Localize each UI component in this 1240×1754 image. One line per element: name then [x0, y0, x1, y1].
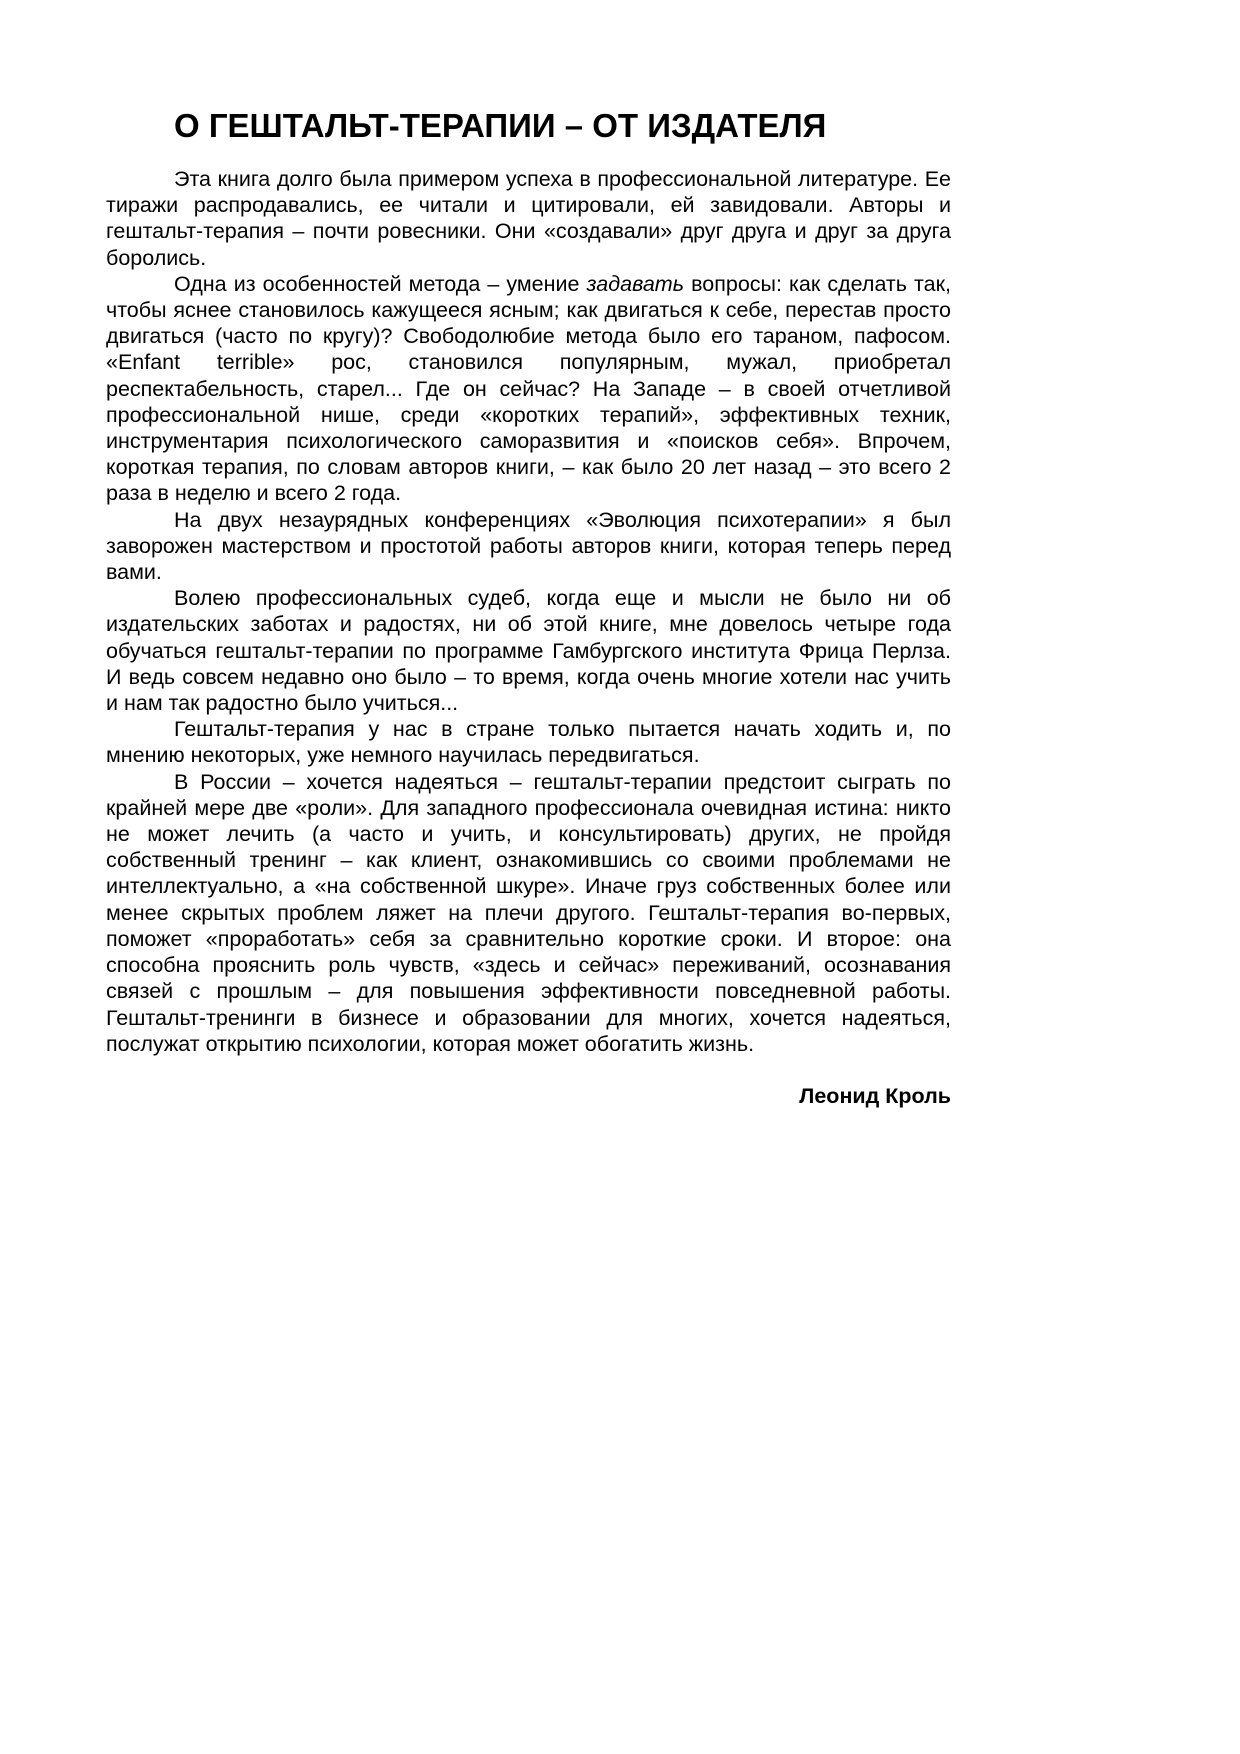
paragraph-2-before: Одна из особенностей метода – умение	[174, 271, 587, 296]
page-title: О ГЕШТАЛЬТ-ТЕРАПИИ – ОТ ИЗДАТЕЛЯ	[174, 107, 827, 144]
paragraph-4: Волею профессиональных судеб, когда еще и мысли не было ни об издательских заботах и радостях, ни об этой книге, мне довелось четыре года обучаться гештальт-терапии по программе Гамбургского института Фрица Перлза. И ведь совсем недавно оно было – то время, когда очень многие хотели нас учить и нам так радостно было учиться...	[106, 586, 951, 716]
paragraph-1: Эта книга долго была примером успеха в профессиональной литературе. Ее тиражи распродавались, ее читали и цитировали, ей завидовали. Авторы и гештальт-терапия – почти ровесники. Они «создавали» друг друга и друг за друга боролись.	[106, 167, 951, 270]
paragraph-6: В России – хочется надеяться – гештальт-терапии предстоит сыграть по крайней мере две «роли». Для западного профессионала очевидная истина: никто не может лечить (а часто и учить, и консультировать) других, не пройдя собственный тренинг – как клиент, ознакомившись со своими проблемами не интеллектуально, а «на собственной шкуре». Иначе груз собственных более или менее скрытых проблем ляжет на плечи другого. Гештальт-терапия во-первых, поможет «проработать» себя за сравнительно короткие сроки. И второе: она способна прояснить роль чувств, «здесь и сейчас» переживаний, осознавания связей с прошлым – для повышения эффективности повседневной работы. Гештальт-тренинги в бизнесе и образовании для многих, хочется надеяться, послужат открытию психологии, которая может обогатить жизнь.	[106, 769, 951, 1056]
paragraph-2	[106, 271, 951, 507]
document-page	[106, 106, 951, 1109]
paragraph-3: На двух незаурядных конференциях «Эволюция психотерапии» я был заворожен мастерством и простотой работы авторов книги, которая теперь перед вами.	[106, 507, 951, 585]
article-body	[106, 166, 951, 1057]
paragraph-5: Гештальт-терапия у нас в стране только пытается начать ходить и, по мнению некоторых, уже немного научилась передвигаться.	[106, 717, 951, 768]
paragraph-2-after: вопросы: как сделать так, чтобы яснее становилось кажущееся ясным; как двигаться к себе, перестав просто двигаться (часто по кругу)? Свободолюбие метода было его тараном, пафосом. «Enfant terrible» рос, становился популярным, мужал, приобретал респектабельность, старел... Где он сейчас? На Западе – в своей отчетливой профессиональной нише, среди «коротких терапий», эффективных техник, инструментария психологического саморазвития и «поисков себя». Впрочем, короткая терапия, по словам авторов книги, – как было 20 лет назад – это всего 2 раза в неделю и всего 2 года.	[106, 271, 951, 506]
author-signature: Леонид Кроль	[799, 1083, 951, 1108]
emphasis-text: задавать	[586, 271, 685, 296]
